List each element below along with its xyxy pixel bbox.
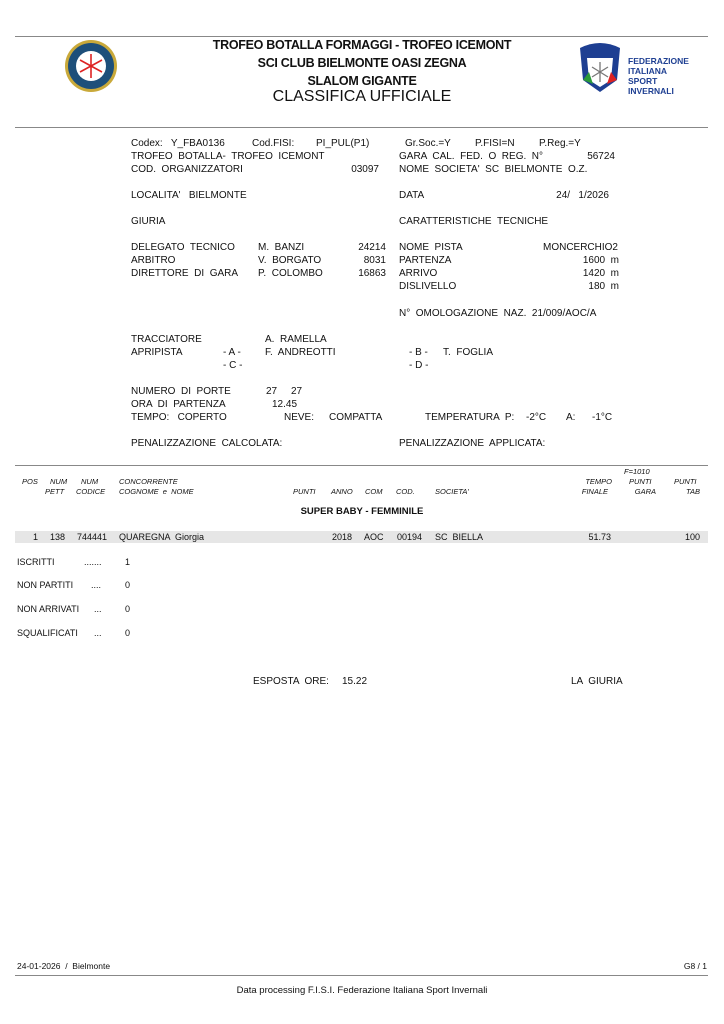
pfisi: P.FISI=N (475, 138, 515, 149)
title-discipline: SLALOM GIGANTE (307, 74, 417, 88)
col-pos: POS (22, 477, 38, 486)
footer-page: G8 / 1 (683, 961, 707, 971)
apripista-b-label: - B - (409, 347, 428, 358)
tech-value: 180 m (588, 281, 619, 292)
col-num-codice: NUM (81, 477, 99, 486)
col-concorrente: CONCORRENTE (119, 477, 178, 486)
neve-label: NEVE: (284, 412, 315, 423)
footer-rule (15, 975, 708, 976)
summary-value: 0 (125, 628, 131, 638)
header-rule (15, 127, 708, 128)
tech-value: 1600 m (582, 255, 619, 266)
tech-value: MONCERCHIO2 (542, 242, 618, 253)
col-com: COM (365, 487, 383, 496)
tech-label: DISLIVELLO (399, 281, 457, 292)
tracciatore: A. RAMELLA (265, 334, 327, 345)
summary-label: NON ARRIVATI (17, 604, 80, 614)
tech-label: ARRIVO (399, 268, 438, 279)
summary-dots: ....... (84, 557, 102, 567)
codorg: 03097 (351, 164, 379, 175)
porte-1: 27 (266, 386, 278, 397)
cell-tempo: 51.73 (588, 532, 611, 542)
esposta-ore: 15.22 (342, 676, 368, 687)
col-punti-gara: PUNTI (629, 477, 652, 486)
apripista-a-label: - A - (223, 347, 241, 358)
porte-2: 27 (291, 386, 303, 397)
col-punti: PUNTI (293, 487, 316, 496)
col-f: F=1010 (624, 467, 650, 476)
cell-com: AOC (364, 532, 384, 542)
la-giuria: LA GIURIA (571, 676, 623, 687)
preg: P.Reg.=Y (539, 138, 581, 149)
tech-label: PARTENZA (399, 255, 452, 266)
tech-label: NOME PISTA (399, 242, 463, 253)
cell-pos: 1 (33, 532, 39, 542)
col-cod: COD. (396, 487, 415, 496)
footer-credit: Data processing F.I.S.I. Federazione Italiana Sport Invernali (236, 985, 488, 996)
col-nome: COGNOME e NOME (119, 487, 194, 496)
porte-label: NUMERO DI PORTE (131, 386, 231, 397)
trofeo: TROFEO BOTALLA- TROFEO ICEMONT (131, 151, 325, 162)
temperatura-partenza: -2°C (526, 412, 547, 423)
codex: Codex: Y_FBA0136 (131, 138, 225, 149)
jury-name: V. BORGATO (258, 255, 322, 266)
apripista-a: F. ANDREOTTI (265, 347, 336, 358)
summary-dots: ... (94, 604, 102, 614)
jury-role: ARBITRO (131, 255, 176, 266)
summary-value: 1 (125, 557, 131, 567)
summary-label: NON PARTITI (17, 580, 74, 590)
tech-heading: CARATTERISTICHE TECNICHE (399, 216, 549, 227)
gara-label: GARA CAL. FED. O REG. N° (399, 151, 544, 162)
col-finale: FINALE (581, 487, 608, 496)
fisi-logo (577, 40, 623, 94)
grsoc: Gr.Soc.=Y (405, 138, 451, 149)
title-event: TROFEO BOTALLA FORMAGGI - TROFEO ICEMONT (212, 38, 512, 52)
col-pett: PETT (45, 487, 65, 496)
col-tempo: TEMPO (585, 477, 612, 486)
race-date: 24/ 1/2026 (556, 190, 609, 201)
apripista-b: T. FOGLIA (443, 347, 494, 358)
jury-name: M. BANZI (258, 242, 305, 253)
cell-pett: 138 (50, 532, 66, 542)
jury-code: 16863 (358, 268, 386, 279)
codorg-label: COD. ORGANIZZATORI (131, 164, 243, 175)
summary-value: 0 (125, 604, 131, 614)
societa-organizzatrice: NOME SOCIETA' SC BIELMONTE O.Z. (399, 164, 588, 175)
summary-dots: .... (91, 580, 102, 590)
table-rule (15, 465, 708, 466)
col-num-pett: NUM (50, 477, 68, 486)
sci-club-logo (63, 38, 119, 94)
cell-codice: 744441 (77, 532, 108, 542)
omologazione: N° OMOLOGAZIONE NAZ. 21/009/AOC/A (399, 308, 597, 319)
footer-date-place: 24-01-2026 / Bielmonte (17, 961, 111, 971)
col-societa: SOCIETA' (435, 487, 469, 496)
cell-punti-tab: 100 (684, 532, 700, 542)
tech-value: 1420 m (582, 268, 619, 279)
neve: COMPATTA (329, 412, 383, 423)
temperatura-label: TEMPERATURA P: (425, 412, 515, 423)
jury-code: 8031 (363, 255, 386, 266)
temperatura-arrivo-label: A: (566, 412, 576, 423)
ora-partenza: 12.45 (272, 399, 298, 410)
gara-number: 56724 (587, 151, 615, 162)
summary-dots: ... (94, 628, 102, 638)
col-tab: TAB (685, 487, 700, 496)
col-punti-tab: PUNTI (674, 477, 697, 486)
localita: LOCALITA' BIELMONTE (131, 190, 247, 201)
penalizzazione-applicata: PENALIZZAZIONE APPLICATA: (399, 438, 546, 449)
col-anno: ANNO (331, 487, 353, 496)
title-club: SCI CLUB BIELMONTE OASI ZEGNA (257, 56, 467, 70)
apripista-label: APRIPISTA (131, 347, 183, 358)
apripista-c-label: - C - (223, 360, 243, 371)
fisi-name: FEDERAZIONE ITALIANA SPORT INVERNALI (628, 56, 689, 96)
tempo-meteo: TEMPO: COPERTO (131, 412, 227, 423)
summary-label: SQUALIFICATI (17, 628, 78, 638)
category-heading: SUPER BABY - FEMMINILE (300, 506, 424, 517)
jury-code: 24214 (358, 242, 386, 253)
temperatura-arrivo: -1°C (592, 412, 613, 423)
data-label: DATA (399, 190, 425, 201)
giuria-heading: GIURIA (131, 216, 166, 227)
col-codice: CODICE (76, 487, 106, 496)
tracciatore-label: TRACCIATORE (131, 334, 202, 345)
cell-anno: 2018 (332, 532, 353, 542)
penalizzazione-calcolata: PENALIZZAZIONE CALCOLATA: (131, 438, 283, 449)
col-gara: GARA (634, 487, 656, 496)
summary-value: 0 (125, 580, 131, 590)
title-classifica: CLASSIFICA UFFICIALE (272, 88, 452, 105)
jury-role: DELEGATO TECNICO (131, 242, 235, 253)
ora-label: ORA DI PARTENZA (131, 399, 226, 410)
codfisi: PI_PUL(P1) (316, 138, 370, 149)
jury-name: P. COLOMBO (258, 268, 323, 279)
jury-role: DIRETTORE DI GARA (131, 268, 239, 279)
cell-societa: SC BIELLA (435, 532, 484, 542)
esposta-label: ESPOSTA ORE: (253, 676, 329, 687)
codfisi-label: Cod.FISI: (252, 138, 295, 149)
apripista-d-label: - D - (409, 360, 429, 371)
cell-cod: 00194 (397, 532, 423, 542)
summary-label: ISCRITTI (17, 557, 55, 567)
cell-nome: QUAREGNA Giorgia (119, 532, 205, 542)
